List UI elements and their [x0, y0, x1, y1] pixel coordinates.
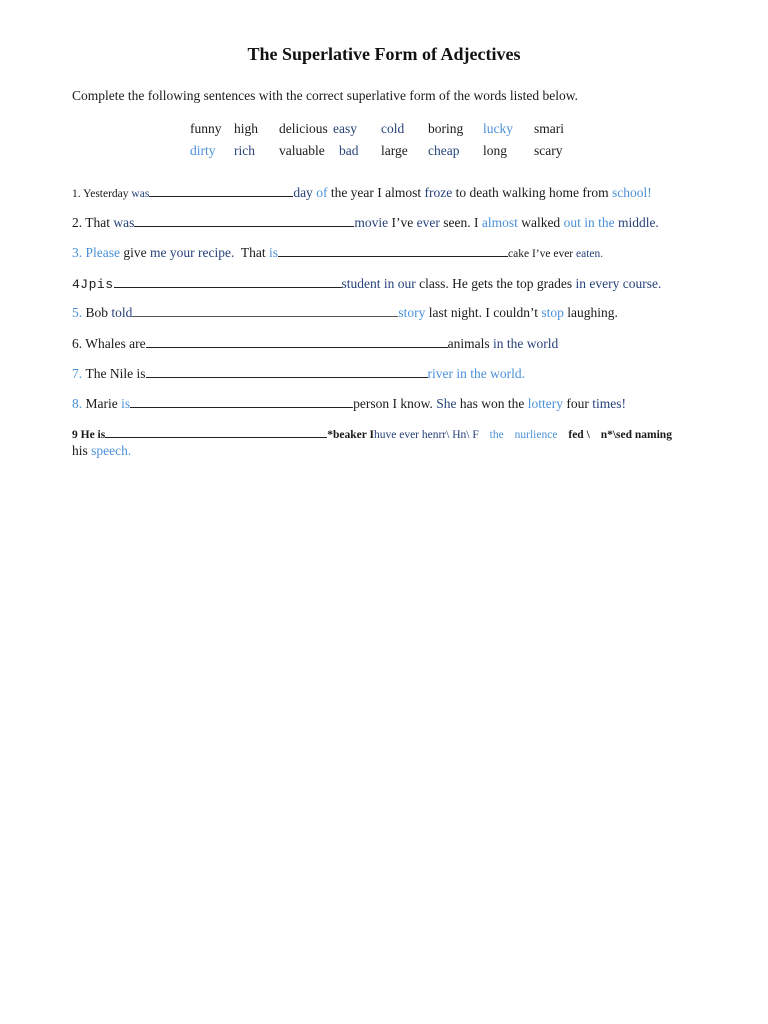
question-text: 2. That [72, 215, 114, 230]
question-text: ever [416, 215, 444, 230]
question-text: give [123, 245, 150, 260]
word-bank-word: scary [534, 143, 563, 158]
question-text: almost [481, 215, 522, 230]
question-text: recipe. [198, 245, 238, 260]
question-text: 6. Whales are [72, 336, 146, 351]
word-bank-word: large [381, 143, 408, 158]
question-9-line-2 [72, 443, 672, 459]
question-text: was [113, 215, 135, 230]
question-text: is [121, 396, 131, 411]
instructions: Complete the following sentences with the correct superlative form of the words listed below. [72, 88, 578, 103]
question-text: the year I almost [330, 185, 425, 200]
word-bank-word: delicious [279, 121, 328, 136]
question-text: huve ever henrr\ Hn\ F [373, 429, 479, 441]
word-bank-word: long [483, 143, 508, 158]
question-text: me [150, 245, 170, 260]
question-text: fed \ [568, 429, 590, 441]
word-bank-word: valuable [279, 143, 325, 158]
question-7 [72, 366, 525, 382]
question-text: 1. Yesterday [72, 188, 132, 200]
word-bank-word: easy [333, 121, 357, 136]
question-text: is [136, 366, 146, 381]
word-bank-word: lucky [483, 121, 513, 136]
question-text: out in the [563, 215, 618, 230]
question-text: 5. [72, 305, 86, 320]
word-bank-word: smari [534, 121, 564, 136]
answer-blank[interactable] [105, 426, 327, 438]
question-text: of [316, 185, 331, 200]
question-text: n*\sed naming [600, 429, 672, 441]
answer-blank[interactable] [278, 245, 508, 257]
word-bank-word: high [234, 121, 259, 136]
question-text: 4Jpis [72, 277, 114, 292]
question-text: Bob [85, 305, 112, 320]
question-text: to death walking home from [455, 185, 612, 200]
question-1 [72, 185, 652, 201]
question-text: middle. [617, 215, 659, 230]
question-text: walked [521, 215, 564, 230]
question-text: froze [424, 185, 456, 200]
question-8 [72, 396, 626, 412]
word-bank-word: boring [428, 121, 464, 136]
question-5 [72, 305, 618, 321]
question-text: eaten. [576, 248, 604, 260]
question-text: seen. I [443, 215, 482, 230]
question-9-line-1 [72, 426, 672, 441]
word-bank-word: dirty [190, 143, 216, 158]
question-text: times! [592, 396, 626, 411]
question-text: class. He gets the top grades [419, 276, 576, 291]
question-text: nurlience [514, 429, 558, 441]
question-text: *beaker I [327, 429, 374, 441]
question-text: told [111, 305, 133, 320]
question-text: in every course. [575, 276, 662, 291]
word-bank-word: bad [339, 143, 359, 158]
question-text: school! [611, 185, 652, 200]
question-text: cake [508, 248, 532, 260]
word-bank-word: rich [234, 143, 255, 158]
question-text: student [341, 276, 384, 291]
question-text: movie [354, 215, 392, 230]
question-text: has won the [459, 396, 528, 411]
question-text: That [237, 245, 269, 260]
question-text: was [131, 188, 150, 200]
question-6 [72, 336, 558, 352]
answer-blank[interactable] [114, 276, 342, 288]
answer-blank[interactable] [132, 305, 398, 317]
question-text: is [268, 245, 278, 260]
word-bank-word: cold [381, 121, 405, 136]
word-bank-word: cheap [428, 143, 460, 158]
question-text: river in the world. [427, 366, 525, 381]
question-text: I’ve [391, 215, 417, 230]
question-text: 3. Please [72, 245, 124, 260]
answer-blank[interactable] [146, 336, 448, 348]
answer-blank[interactable] [146, 366, 428, 378]
question-text: story [398, 305, 429, 320]
question-text: speech. [91, 443, 132, 458]
question-9 [72, 426, 672, 459]
answer-blank[interactable] [149, 185, 293, 197]
question-3 [72, 245, 603, 261]
question-text: animals [447, 336, 493, 351]
question-2 [72, 215, 659, 231]
question-text: I’ve ever [531, 248, 577, 260]
question-text: 8. [72, 396, 86, 411]
question-text: day [293, 185, 317, 200]
question-text: the [489, 429, 504, 441]
question-text: last night. I couldn’t [428, 305, 542, 320]
question-text: your [169, 245, 198, 260]
question-text: stop [541, 305, 568, 320]
question-text: laughing. [567, 305, 618, 320]
question-text: 7. [72, 366, 86, 381]
question-text: Marie [85, 396, 122, 411]
page-title: The Superlative Form of Adjectives [247, 44, 521, 64]
question-text: in the world [492, 336, 559, 351]
question-4 [72, 276, 661, 292]
answer-blank[interactable] [134, 215, 354, 227]
word-bank-word: funny [190, 121, 222, 136]
question-text: She [436, 396, 460, 411]
question-text: in our [383, 276, 420, 291]
question-text: The Nile [85, 366, 137, 381]
question-text: lottery [527, 396, 567, 411]
question-text: 9 He is [72, 429, 106, 441]
question-9-start [72, 426, 479, 441]
answer-blank[interactable] [130, 396, 353, 408]
question-text: person I know. [353, 396, 437, 411]
question-text: his [72, 443, 92, 458]
question-text: four [566, 396, 593, 411]
